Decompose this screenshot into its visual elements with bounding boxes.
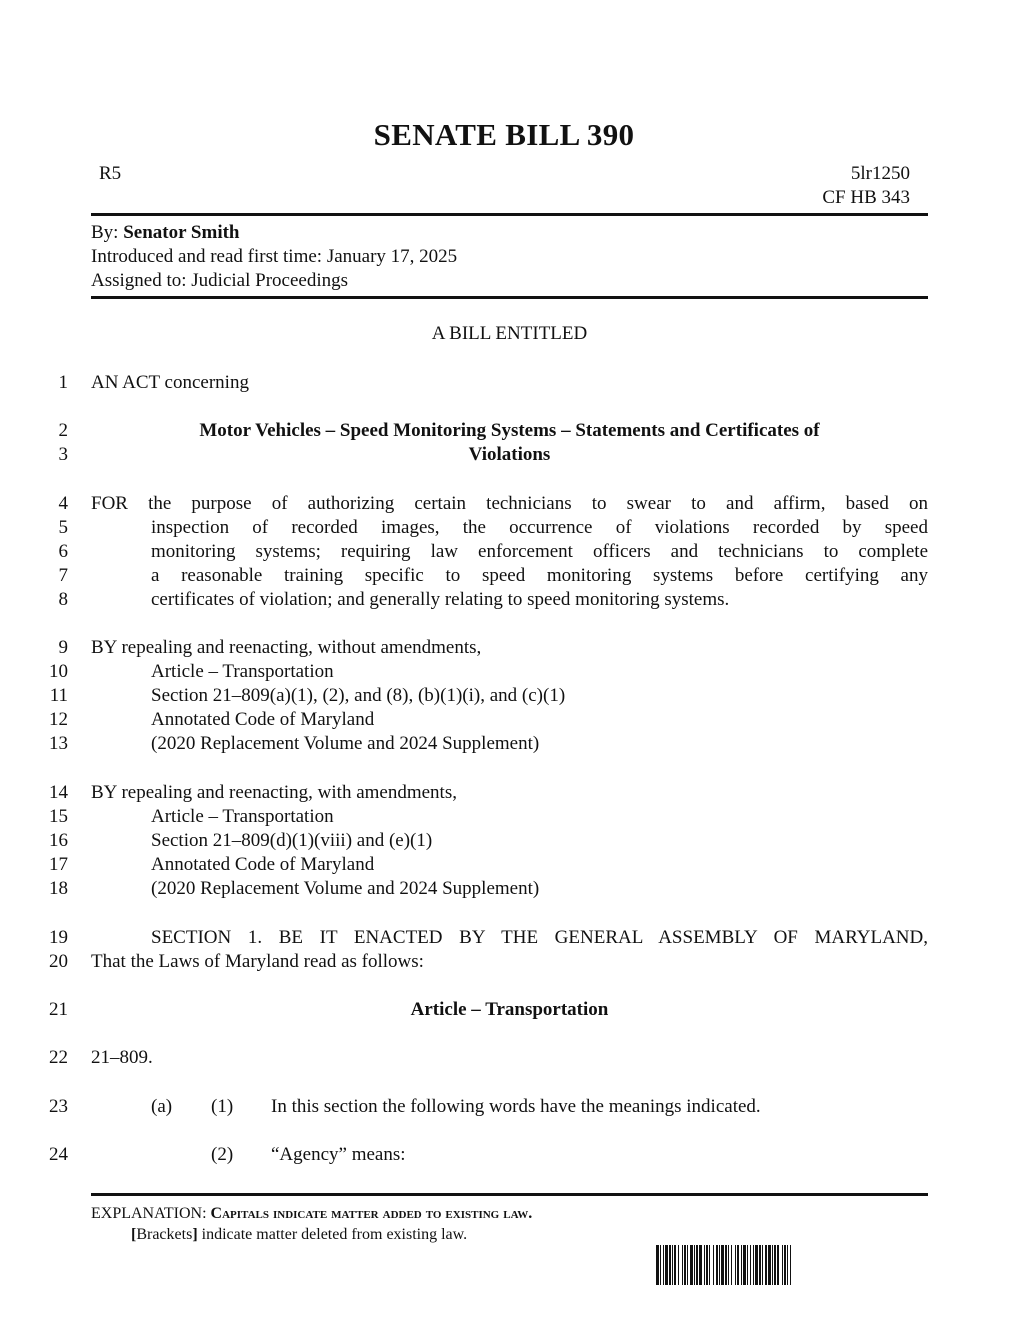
barcode-bar (787, 1245, 788, 1285)
by-clause-item: Annotated Code of Maryland (151, 854, 375, 875)
purpose-line: certificates of violation; and generally relating to speed monitoring systems. (151, 589, 730, 610)
barcode-bar (750, 1245, 751, 1285)
line-number: 4 (58, 493, 68, 514)
line-number: 8 (58, 589, 68, 610)
line-number: 10 (49, 661, 68, 682)
by-clause-item: Article – Transportation (151, 661, 334, 682)
line-number: 6 (58, 541, 68, 562)
line-number: 11 (49, 685, 68, 706)
line-number: 9 (58, 637, 68, 658)
barcode-bar (743, 1245, 746, 1285)
barcode-bar (687, 1245, 688, 1285)
barcode-bar (704, 1245, 705, 1285)
barcode-bar (790, 1245, 791, 1285)
line-number: 3 (58, 444, 68, 465)
barcode-bar (665, 1245, 668, 1285)
line-number: 7 (58, 565, 68, 586)
barcode-bar (768, 1245, 771, 1285)
barcode-bar (684, 1245, 686, 1285)
footer-rule (91, 1193, 928, 1196)
line-number: 17 (49, 854, 68, 875)
line-number: 5 (58, 517, 68, 538)
sponsor-line (91, 221, 240, 245)
line-number: 1 (58, 372, 68, 393)
barcode-bar (669, 1245, 671, 1285)
bill-subject-line-1: Motor Vehicles – Speed Monitoring Systems – Statements and Certificates of (199, 420, 820, 441)
purpose-line: monitoring systems; requiring law enforcement officers and technicians to complete (151, 541, 928, 562)
barcode-bar (765, 1245, 767, 1285)
barcode-image (656, 1245, 906, 1285)
article-heading: Article – Transportation (410, 999, 609, 1020)
line-number: 24 (49, 1144, 68, 1165)
bill-subject-line-2: Violations (468, 444, 551, 465)
drafting-number: 5lr1250 (850, 163, 910, 184)
barcode-bar (741, 1245, 742, 1285)
barcode-bar (753, 1245, 754, 1285)
line-number: 12 (49, 709, 68, 730)
by-clause-item: (2020 Replacement Volume and 2024 Supplement) (151, 733, 540, 754)
barcode-bar (682, 1245, 683, 1285)
barcode-bar (784, 1245, 786, 1285)
purpose-line: inspection of recorded images, the occurrence of violations recorded by speed (151, 517, 928, 538)
introduced-line: Introduced and read first time: January 17, 2025 (91, 246, 458, 267)
enacting-clause-cont: That the Laws of Maryland read as follows: (91, 951, 424, 972)
brackets-line (131, 1225, 467, 1245)
barcode-bar (716, 1245, 718, 1285)
line-number: 2 (58, 420, 68, 441)
by-label: By: (91, 222, 119, 243)
line-number: 14 (49, 782, 68, 803)
explanation-line (91, 1204, 532, 1224)
by-clause-item: Section 21–809(a)(1), (2), and (8), (b)(1)(i), and (c)(1) (151, 685, 566, 706)
line-number: 22 (49, 1047, 68, 1068)
line-number: 13 (49, 733, 68, 754)
line-number: 20 (49, 951, 68, 972)
bracket-open: [ (131, 1226, 137, 1243)
by-clause-item: Annotated Code of Maryland (151, 709, 375, 730)
explanation-text: Capitals indicate matter added to existing law. (210, 1205, 533, 1222)
by-clause-heading: BY repealing and reenacting, with amendments, (91, 782, 457, 803)
purpose-line: a reasonable training specific to speed monitoring systems before certifying any (151, 565, 928, 586)
by-clause-item: Section 21–809(d)(1)(viii) and (e)(1) (151, 830, 433, 851)
barcode-bar (656, 1245, 659, 1285)
barcode-bar (719, 1245, 720, 1285)
subsection-label: (a) (151, 1096, 173, 1117)
barcode-bar (690, 1245, 693, 1285)
line-number: 21 (49, 999, 68, 1020)
brackets-word: Brackets (136, 1226, 193, 1243)
paragraph-label: (1) (211, 1096, 234, 1117)
sponsor-name: Senator Smith (123, 222, 240, 243)
barcode-bar (755, 1245, 758, 1285)
barcode-bar (694, 1245, 695, 1285)
barcode-bar (674, 1245, 676, 1285)
bill-entitled: A BILL ENTITLED (431, 323, 588, 344)
barcode-bar (777, 1245, 779, 1285)
barcode-bar (731, 1245, 732, 1285)
by-clause-item: Article – Transportation (151, 806, 334, 827)
barcode-bar (759, 1245, 761, 1285)
barcode-bar (696, 1245, 698, 1285)
line-number: 19 (49, 927, 68, 948)
paragraph-text: In this section the following words have the meanings indicated. (271, 1096, 761, 1117)
brackets-text: indicate matter deleted from existing law. (201, 1226, 468, 1243)
barcode-bar (728, 1245, 729, 1285)
barcode-bar (721, 1245, 724, 1285)
line-number: 23 (49, 1096, 68, 1117)
barcode-bar (706, 1245, 708, 1285)
bracket-close: ] (192, 1226, 198, 1243)
paragraph-text: “Agency” means: (271, 1144, 406, 1165)
barcode-bar (663, 1245, 664, 1285)
barcode-bar (772, 1245, 773, 1285)
barcode-bar (709, 1245, 710, 1285)
barcode-bar (660, 1245, 661, 1285)
barcode-bar (699, 1245, 702, 1285)
purpose-line: FOR the purpose of authorizing certain technicians to swear to and affirm, based on (91, 493, 928, 514)
by-clause-heading: BY repealing and reenacting, without amendments, (91, 637, 482, 658)
line-number: 16 (49, 830, 68, 851)
bill-title: SENATE BILL 390 (373, 117, 635, 152)
sponsor-rule (91, 296, 928, 299)
act-line: AN ACT concerning (91, 372, 249, 393)
barcode-bar (678, 1245, 679, 1285)
barcode-bar (774, 1245, 776, 1285)
line-number: 15 (49, 806, 68, 827)
barcode-bar (672, 1245, 673, 1285)
barcode-bar (747, 1245, 748, 1285)
barcode-bar (737, 1245, 739, 1285)
barcode-bar (782, 1245, 783, 1285)
subject-code: R5 (99, 163, 122, 184)
by-clause-item: (2020 Replacement Volume and 2024 Supplement) (151, 878, 540, 899)
enacting-clause: SECTION 1. BE IT ENACTED BY THE GENERAL ASSEMBLY OF MARYLAND, (151, 927, 928, 948)
cross-file: CF HB 343 (822, 187, 910, 208)
assigned-line: Assigned to: Judicial Proceedings (91, 270, 348, 291)
header-rule (91, 213, 928, 216)
line-number: 18 (49, 878, 68, 899)
paragraph-label: (2) (211, 1144, 234, 1165)
barcode-bar (762, 1245, 763, 1285)
barcode-bar (713, 1245, 714, 1285)
barcode-bar (725, 1245, 727, 1285)
section-number: 21–809. (91, 1047, 153, 1068)
explanation-label: EXPLANATION: (91, 1205, 207, 1222)
barcode-bar (735, 1245, 736, 1285)
